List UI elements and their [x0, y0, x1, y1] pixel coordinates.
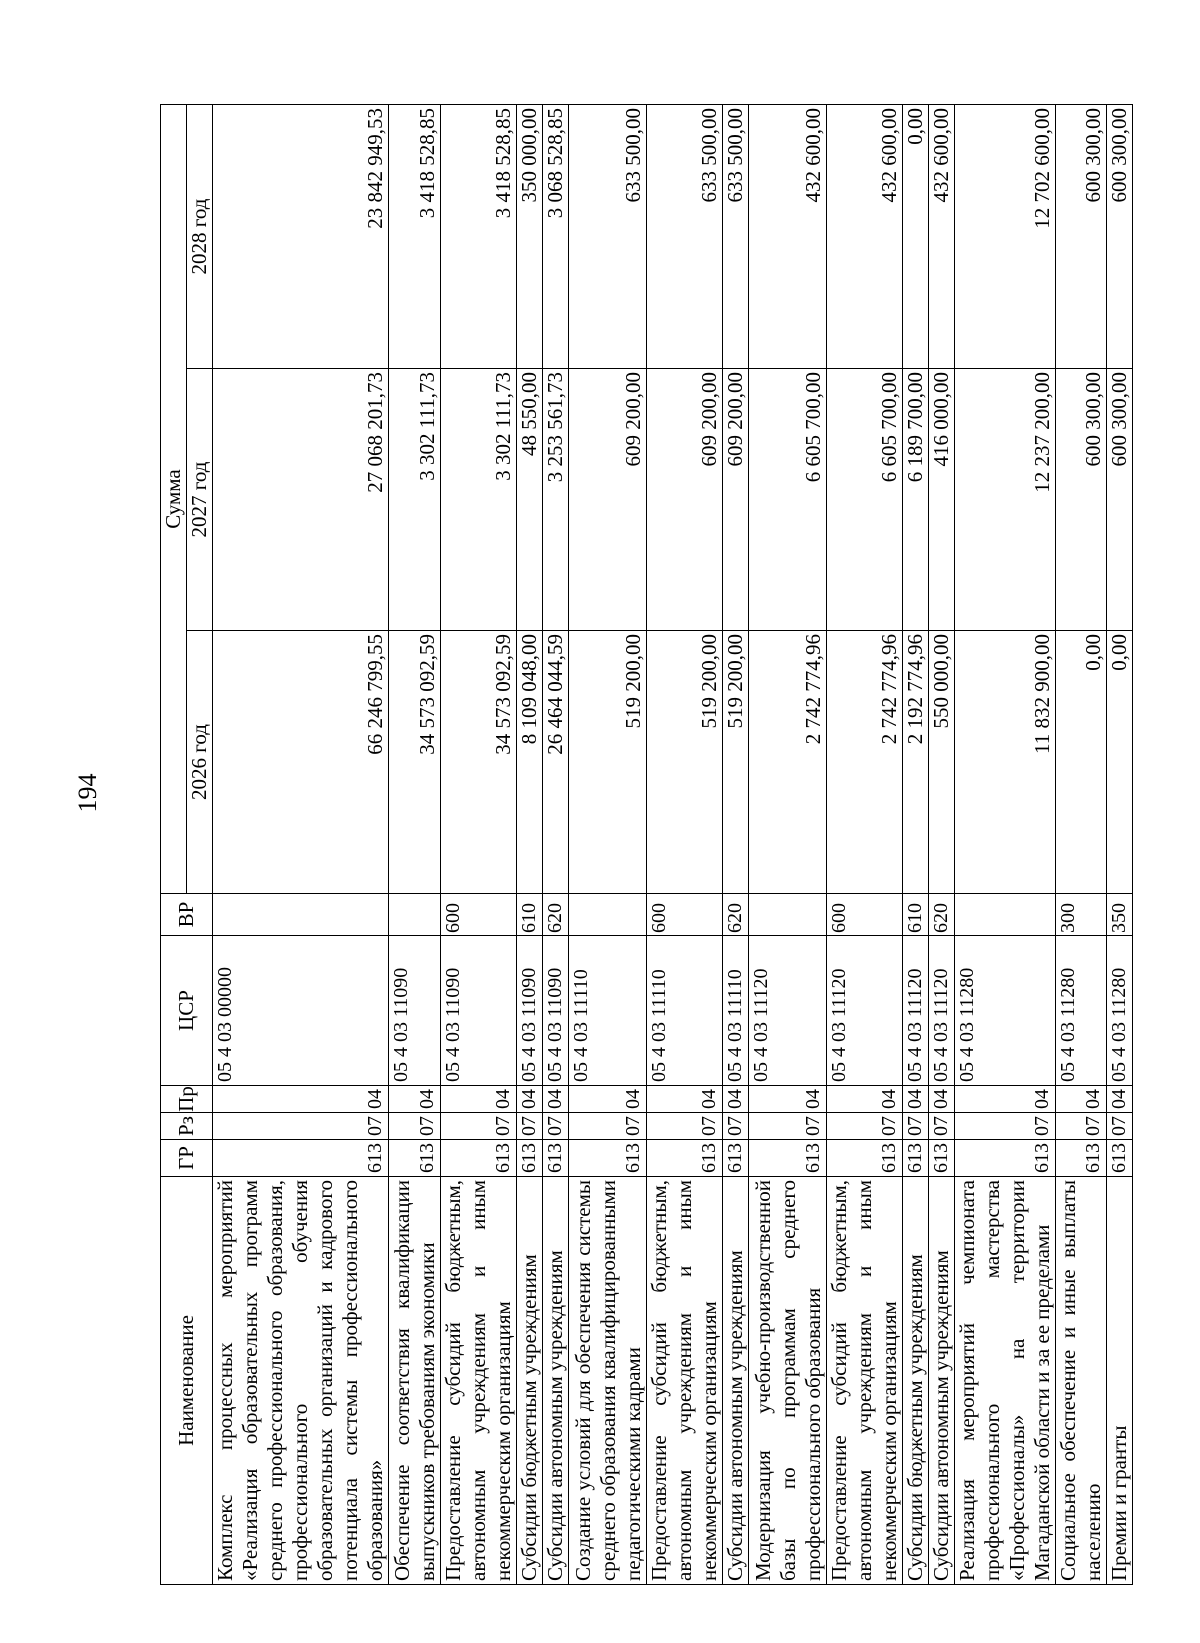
- row-rz: 07: [517, 1113, 543, 1140]
- header-rz: Рз: [161, 1113, 213, 1140]
- row-pr: 04: [517, 1086, 543, 1113]
- row-vr: 610: [903, 894, 929, 936]
- row-csr: 05 4 03 11280: [955, 936, 1056, 1086]
- rotated-table-container: [160, 105, 1131, 1585]
- row-csr: 05 4 03 11110: [723, 936, 749, 1086]
- row-name: Предоставление субсидий бюджетным, автономным учреждениям и иным некоммерческим организациям: [647, 1177, 723, 1585]
- row-sum-2027: 12 237 200,00: [955, 369, 1056, 631]
- table-row: [955, 105, 1056, 1585]
- header-row: [161, 105, 187, 1585]
- row-gr: 613: [827, 1140, 903, 1177]
- row-vr: 620: [929, 894, 955, 936]
- row-csr: 05 4 03 11090: [517, 936, 543, 1086]
- table-row: [723, 105, 749, 1585]
- row-sum-2026: 2 192 774,96: [903, 631, 929, 894]
- row-vr: 350: [1107, 894, 1133, 936]
- row-sum-2028: 600 300,00: [1107, 105, 1133, 369]
- table-row: [1056, 105, 1107, 1585]
- row-gr: 613: [647, 1140, 723, 1177]
- header-csr: ЦСР: [161, 936, 213, 1086]
- row-sum-2027: 6 605 700,00: [749, 369, 827, 631]
- page-number: 194: [73, 773, 102, 813]
- budget-table: [160, 104, 1133, 1585]
- row-pr: 04: [647, 1086, 723, 1113]
- row-gr: 613: [929, 1140, 955, 1177]
- row-vr: [389, 894, 441, 936]
- row-vr: 600: [827, 894, 903, 936]
- table-row: [749, 105, 827, 1585]
- row-rz: 07: [389, 1113, 441, 1140]
- row-rz: 07: [543, 1113, 569, 1140]
- row-csr: 05 4 03 11120: [749, 936, 827, 1086]
- row-sum-2027: 416 000,00: [929, 369, 955, 631]
- header-name: Наименование: [161, 1177, 213, 1585]
- row-rz: 07: [569, 1113, 647, 1140]
- row-name: Создание условий для обеспечения системы среднего образования квалифицированными педагогическими кадрами: [569, 1177, 647, 1585]
- table-row: [441, 105, 517, 1585]
- table-row: [213, 105, 389, 1585]
- row-sum-2026: 26 464 044,59: [543, 631, 569, 894]
- row-sum-2027: 3 302 111,73: [441, 369, 517, 631]
- row-sum-2026: 550 000,00: [929, 631, 955, 894]
- row-pr: 04: [543, 1086, 569, 1113]
- row-sum-2028: 12 702 600,00: [955, 105, 1056, 369]
- table-row: [543, 105, 569, 1585]
- row-vr: 620: [543, 894, 569, 936]
- row-sum-2026: 2 742 774,96: [827, 631, 903, 894]
- row-csr: 05 4 03 11110: [647, 936, 723, 1086]
- row-rz: 07: [827, 1113, 903, 1140]
- table-row: [647, 105, 723, 1585]
- row-sum-2028: 633 500,00: [647, 105, 723, 369]
- row-gr: 613: [543, 1140, 569, 1177]
- row-name: Премии и гранты: [1107, 1177, 1133, 1585]
- row-sum-2027: 27 068 201,73: [213, 369, 389, 631]
- header-sum: Сумма: [161, 105, 187, 894]
- row-rz: 07: [929, 1113, 955, 1140]
- row-sum-2027: 600 300,00: [1107, 369, 1133, 631]
- table-row: [569, 105, 647, 1585]
- row-name: Социальное обеспечение и иные выплаты населению: [1056, 1177, 1107, 1585]
- row-gr: 613: [569, 1140, 647, 1177]
- row-vr: 620: [723, 894, 749, 936]
- row-gr: 613: [1056, 1140, 1107, 1177]
- row-csr: 05 4 03 11090: [389, 936, 441, 1086]
- row-gr: 613: [903, 1140, 929, 1177]
- row-rz: 07: [441, 1113, 517, 1140]
- row-sum-2026: 11 832 900,00: [955, 631, 1056, 894]
- row-sum-2028: 432 600,00: [827, 105, 903, 369]
- row-csr: 05 4 03 11120: [929, 936, 955, 1086]
- row-gr: 613: [517, 1140, 543, 1177]
- row-sum-2027: 600 300,00: [1056, 369, 1107, 631]
- header-2028: 2028 год: [187, 105, 213, 369]
- row-name: Предоставление субсидий бюджетным, автономным учреждениям и иным некоммерческим организациям: [441, 1177, 517, 1585]
- row-rz: 07: [955, 1113, 1056, 1140]
- row-sum-2027: 48 550,00: [517, 369, 543, 631]
- row-gr: 613: [723, 1140, 749, 1177]
- row-pr: 04: [903, 1086, 929, 1113]
- row-csr: 05 4 03 11090: [441, 936, 517, 1086]
- table-row: [1107, 105, 1133, 1585]
- row-rz: 07: [749, 1113, 827, 1140]
- row-name: Субсидии бюджетным учреждениям: [903, 1177, 929, 1585]
- row-sum-2027: 3 253 561,73: [543, 369, 569, 631]
- row-sum-2027: 6 605 700,00: [827, 369, 903, 631]
- row-sum-2026: 34 573 092,59: [389, 631, 441, 894]
- row-rz: 07: [723, 1113, 749, 1140]
- header-pr: Пр: [161, 1086, 213, 1113]
- row-pr: 04: [569, 1086, 647, 1113]
- row-sum-2028: 3 418 528,85: [389, 105, 441, 369]
- row-vr: 600: [647, 894, 723, 936]
- row-sum-2026: 519 200,00: [569, 631, 647, 894]
- row-sum-2028: 3 068 528,85: [543, 105, 569, 369]
- row-sum-2027: 609 200,00: [723, 369, 749, 631]
- row-gr: 613: [441, 1140, 517, 1177]
- row-sum-2028: 0,00: [903, 105, 929, 369]
- row-sum-2027: 3 302 111,73: [389, 369, 441, 631]
- row-name: Обеспечение соответствия квалификации выпускников требованиям экономики: [389, 1177, 441, 1585]
- row-sum-2028: 633 500,00: [723, 105, 749, 369]
- row-name: Реализация мероприятий чемпионата профессионального мастерства «Профессионалы» на территории Магаданской области и за ее пределами: [955, 1177, 1056, 1585]
- row-vr: 300: [1056, 894, 1107, 936]
- row-vr: 610: [517, 894, 543, 936]
- row-pr: 04: [1056, 1086, 1107, 1113]
- row-name: Субсидии бюджетным учреждениям: [517, 1177, 543, 1585]
- row-sum-2028: 600 300,00: [1056, 105, 1107, 369]
- row-gr: 613: [213, 1140, 389, 1177]
- row-sum-2028: 23 842 949,53: [213, 105, 389, 369]
- table-row: [517, 105, 543, 1585]
- row-pr: 04: [749, 1086, 827, 1113]
- row-sum-2026: 8 109 048,00: [517, 631, 543, 894]
- row-csr: 05 4 03 11120: [827, 936, 903, 1086]
- row-name: Комплекс процессных мероприятий «Реализация образовательных программ среднего профессионального образования, профессионального обучения образовательных организаций и кадрового потенциала системы профессионального образования»: [213, 1177, 389, 1585]
- row-csr: 05 4 03 00000: [213, 936, 389, 1086]
- row-pr: 04: [827, 1086, 903, 1113]
- row-vr: [955, 894, 1056, 936]
- row-rz: 07: [1056, 1113, 1107, 1140]
- row-rz: 07: [647, 1113, 723, 1140]
- row-sum-2026: 34 573 092,59: [441, 631, 517, 894]
- row-sum-2028: 432 600,00: [929, 105, 955, 369]
- row-rz: 07: [903, 1113, 929, 1140]
- table-row: [903, 105, 929, 1585]
- row-csr: 05 4 03 11280: [1056, 936, 1107, 1086]
- row-sum-2027: 609 200,00: [647, 369, 723, 631]
- row-gr: 613: [1107, 1140, 1133, 1177]
- row-gr: 613: [955, 1140, 1056, 1177]
- row-csr: 05 4 03 11090: [543, 936, 569, 1086]
- row-sum-2026: 519 200,00: [647, 631, 723, 894]
- row-sum-2026: 2 742 774,96: [749, 631, 827, 894]
- row-sum-2026: 66 246 799,55: [213, 631, 389, 894]
- row-sum-2028: 350 000,00: [517, 105, 543, 369]
- row-vr: [213, 894, 389, 936]
- row-name: Субсидии автономным учреждениям: [723, 1177, 749, 1585]
- row-vr: 600: [441, 894, 517, 936]
- row-pr: 04: [213, 1086, 389, 1113]
- row-pr: 04: [723, 1086, 749, 1113]
- header-vr: ВР: [161, 894, 213, 936]
- row-rz: 07: [213, 1113, 389, 1140]
- row-csr: 05 4 03 11280: [1107, 936, 1133, 1086]
- row-csr: 05 4 03 11120: [903, 936, 929, 1086]
- row-sum-2026: 519 200,00: [723, 631, 749, 894]
- row-sum-2027: 6 189 700,00: [903, 369, 929, 631]
- row-gr: 613: [389, 1140, 441, 1177]
- row-name: Предоставление субсидий бюджетным, автономным учреждениям и иным некоммерческим организациям: [827, 1177, 903, 1585]
- table-row: [389, 105, 441, 1585]
- row-rz: 07: [1107, 1113, 1133, 1140]
- row-sum-2028: 633 500,00: [569, 105, 647, 369]
- table-body: [213, 105, 1133, 1585]
- row-name: Субсидии автономным учреждениям: [543, 1177, 569, 1585]
- row-pr: 04: [1107, 1086, 1133, 1113]
- row-pr: 04: [441, 1086, 517, 1113]
- row-sum-2027: 609 200,00: [569, 369, 647, 631]
- row-name: Модернизация учебно-производственной базы по программам среднего профессионального образования: [749, 1177, 827, 1585]
- row-sum-2026: 0,00: [1056, 631, 1107, 894]
- row-sum-2028: 432 600,00: [749, 105, 827, 369]
- row-vr: [749, 894, 827, 936]
- table-row: [827, 105, 903, 1585]
- header-2026: 2026 год: [187, 631, 213, 894]
- header-gr: ГР: [161, 1140, 213, 1177]
- row-sum-2026: 0,00: [1107, 631, 1133, 894]
- row-csr: 05 4 03 11110: [569, 936, 647, 1086]
- row-sum-2028: 3 418 528,85: [441, 105, 517, 369]
- row-name: Субсидии автономным учреждениям: [929, 1177, 955, 1585]
- row-pr: 04: [955, 1086, 1056, 1113]
- row-pr: 04: [929, 1086, 955, 1113]
- table-row: [929, 105, 955, 1585]
- row-pr: 04: [389, 1086, 441, 1113]
- row-gr: 613: [749, 1140, 827, 1177]
- row-vr: [569, 894, 647, 936]
- header-2027: 2027 год: [187, 369, 213, 631]
